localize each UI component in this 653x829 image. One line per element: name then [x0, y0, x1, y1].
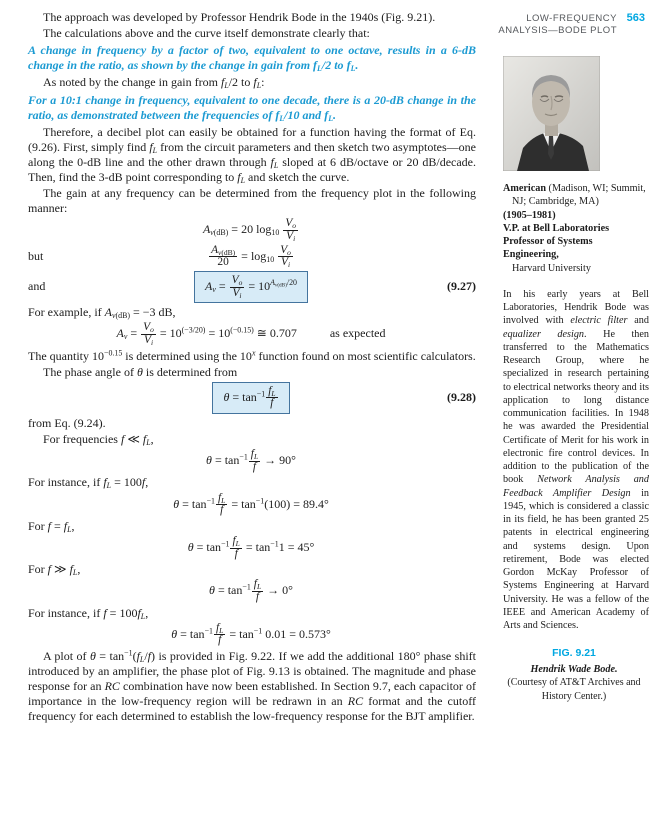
- highlighted-rule-paragraph: A change in frequency by a factor of two, equivalent to one octave, results in a 6-dB change in the ratio, as shown by the change in gain from fL/2 to fL.: [28, 43, 476, 74]
- paragraph: Therefore, a decibel plot can easily be obtained for a function having the format of Eq. (9.26). First, simply find fL from the circuit parameters and then sketch two asymptotes—one along the 0-dB line and the other drawn through fL sloped at 6 dB/octave or 20 dB/decade. Then, find the 3-dB point corresponding to fL and sketch the curve.: [28, 124, 477, 186]
- equation-row: [28, 449, 476, 473]
- portrait-photo: [503, 56, 600, 171]
- equation-9-27-boxed: Av = $\frac{Vo}{Vi}$ = $10^{Av(dB)/20}$: [194, 271, 308, 303]
- biography-header: [503, 182, 649, 275]
- biography-sidebar: [503, 56, 649, 703]
- figure-caption: [503, 647, 645, 703]
- paragraph: For f = fL,: [28, 518, 75, 534]
- equation-theta-45: $\theta = \tan^{-1}$ $\frac{fL}{f}$ = $\tan^{-1}1 = 45^\circ$: [187, 534, 315, 560]
- equation-row: [28, 245, 476, 269]
- figure-title: Hendrik Wade Bode.: [530, 663, 618, 675]
- equation-theta-0: $\theta = \tan^{-1}$ $\frac{fL}{f}$ → 0°: [209, 578, 293, 603]
- equation-theta-0573: $\theta = \tan^{-1}$ $\frac{fL}{f}$ = $\tan^{-1} 0.01 = 0.573^\circ$: [171, 621, 331, 647]
- paragraph: The approach was developed by Professor Hendrik Bode in the 1940s (Fig. 9.21).: [43, 10, 436, 24]
- paragraph: A plot of $\theta = \tan^{-1}(fL/f)$ is provided in Fig. 9.22. If we add the additional 180° phase shift introduced by an amplifier, the phase plot of Fig. 9.13 is obtained. The magnitude and phase response for an RC combination have now been established. In Section 9.7, each capacitor of importance in the low-frequency region will be redrawn in an RC format and the cutoff frequency for each determined to establish the low-frequency response for the BJT amplifier.: [28, 648, 477, 724]
- equation-row: [28, 536, 476, 560]
- equation-row: [28, 271, 476, 303]
- equation-number: (9.27): [447, 279, 476, 294]
- bio-position2-line2: Harvard University: [512, 262, 591, 274]
- equation-row: [28, 322, 476, 346]
- equation-theta-89-4: $\theta = \tan^{-1}$ $\frac{fL}{f}$ = $\tan^{-1}(100) = 89.4^\circ$: [173, 491, 329, 517]
- paragraph: As noted by the change in gain from fL/2 to fL:: [43, 75, 265, 91]
- equation-9-28-boxed: $\theta = \tan^{-1}$ $\frac{fL}{f}$: [212, 382, 289, 414]
- equation-row: [28, 218, 476, 242]
- paragraph: For example, if Av(dB) = −3 dB,: [28, 305, 176, 321]
- equation-connector: but: [28, 249, 44, 264]
- bio-nationality-line: American (Madison, WI; Summit,: [503, 183, 646, 194]
- running-header-line1: LOW-FREQUENCY: [526, 13, 617, 24]
- equation-row: [28, 579, 476, 603]
- paragraph: The calculations above and the curve itself demonstrate clearly that:: [43, 26, 370, 41]
- paragraph: The gain at any frequency can be determined from the frequency plot in the following manner:: [28, 186, 476, 216]
- running-header: [498, 13, 617, 38]
- main-text-column: [28, 10, 476, 725]
- equation-number: (9.28): [447, 390, 476, 405]
- figure-credit-line2: History Center.): [541, 690, 607, 702]
- biography-paragraph: In his early years at Bell Laboratories, Hendrik Bode was involved with electric filter and equalizer design. He then transferred to the Mathematics Research Group, where he specialized in research pertaining to electrical networks theory and its application to long distance communication facilities. In 1948 he was awarded the Presidential Certificate of Merit for his work in electronic fire control devices. In addition to the publication of the book Network Analysis and Feedback Amplifier Design in 1945, which is considered a classic in its field, he has been granted 25 patents in electrical engineering and systems design. Upon retirement, Bode was elected Gordon McKay Professor of Systems Engineering at Harvard University. He was a fellow of the IEEE and American Academy of Arts and Sciences.: [503, 288, 650, 631]
- paragraph: from Eq. (9.24).: [28, 416, 106, 430]
- paragraph: For f ≫ fL,: [28, 562, 81, 578]
- equation-row: [28, 623, 476, 647]
- bio-position2: Professor of Systems Engineering,: [503, 236, 593, 261]
- as-expected-note: as expected: [329, 326, 386, 341]
- equation-av-db-over-20: $\frac{Av(dB)}{20}$ = log10 $\frac{Vo}{Vi}$: [211, 243, 291, 270]
- equation-av-db: Av(dB) = 20 log10 $\frac{Vo}{Vi}$: [202, 217, 297, 243]
- paragraph: The quantity $10^{-0.15}$ is determined using the 10$^x$ function found on most scientific calculators.: [28, 348, 476, 363]
- figure-label: FIG. 9.21: [552, 647, 596, 660]
- equation-theta-90: $\theta = \tan^{-1}$ $\frac{fL}{f}$ → 90°: [206, 448, 296, 473]
- page-number: 563: [626, 12, 645, 24]
- paragraph: The phase angle of θ is determined from: [43, 364, 238, 379]
- equation-example-0707: Av = $\frac{Vo}{Vi}$ = $10^{(-3/20)} = 10^{(-0.15)}$ ≅ 0.707: [116, 321, 297, 347]
- highlighted-rule-paragraph: For a 10:1 change in frequency, equivalent to one decade, there is a 20-dB change in the ratio, as demonstrated between the frequencies of fL/10 and fL.: [28, 92, 476, 123]
- bio-years: (1905–1981): [503, 209, 556, 221]
- figure-credit-line1: (Courtesy of AT&T Archives and: [507, 677, 641, 689]
- bio-position1: V.P. at Bell Laboratories: [503, 222, 610, 234]
- equation-row: [28, 493, 476, 517]
- equation-connector: and: [28, 279, 46, 294]
- paragraph: For frequencies f ≪ fL,: [43, 432, 154, 448]
- paragraph: For instance, if f = 100fL,: [28, 605, 149, 621]
- paragraph: For instance, if fL = 100f,: [28, 475, 149, 491]
- equation-row: [28, 382, 476, 414]
- running-header-line2: ANALYSIS—BODE PLOT: [498, 25, 617, 37]
- bio-nationality-line2: NJ; Cambridge, MA): [512, 196, 599, 208]
